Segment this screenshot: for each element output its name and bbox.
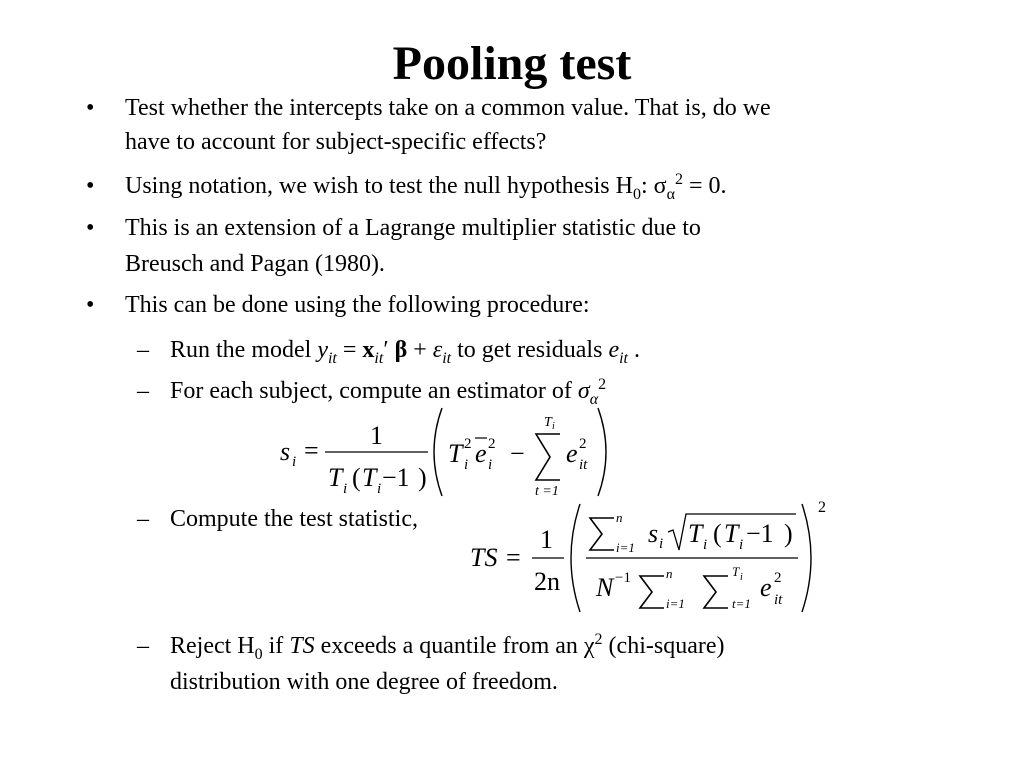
dash-marker: – — [137, 633, 149, 659]
sum-lower: i=1 — [666, 596, 685, 611]
equals: = — [304, 436, 319, 465]
equals: = — [506, 543, 521, 572]
ts-symbol: TS — [289, 633, 315, 659]
sum-symbol — [640, 576, 664, 608]
sum-upper-T-sub: i — [740, 572, 743, 583]
T: T — [688, 519, 703, 548]
e-bar-sup: 2 — [488, 436, 496, 452]
slide-title: Pooling test — [392, 37, 632, 90]
e-it: e — [566, 439, 578, 468]
s-i-lhs: s — [280, 437, 291, 466]
den-lparen: ( — [352, 463, 361, 492]
equals: = — [336, 337, 363, 363]
N: N — [596, 573, 614, 602]
bullet-marker: • — [86, 95, 95, 121]
minus: − — [510, 439, 525, 468]
bullet-3-line-2: Breusch and Pagan (1980). — [125, 251, 385, 277]
numerator: 1 — [370, 421, 383, 450]
subbullet-4-text: Reject H — [170, 633, 255, 659]
sum-upper: T — [544, 415, 552, 430]
den-rparen: ) — [418, 463, 427, 492]
sum-upper-n: n — [616, 510, 623, 525]
ts-numerator: 1 — [540, 525, 553, 554]
sum-lower: t =1 — [535, 484, 559, 499]
subbullet-3: Compute the test statistic, — [170, 506, 418, 532]
bullet-2-end: = 0. — [682, 173, 727, 199]
den-minus-one: −1 — [382, 463, 410, 492]
h-subscript: 0 — [632, 185, 641, 203]
it-subscript: it — [327, 349, 337, 367]
e-it-sub: it — [579, 457, 588, 473]
e-sub: it — [774, 592, 783, 608]
subbullet-1-text: Run the model — [170, 337, 318, 363]
big-left-paren — [571, 504, 580, 612]
T-i-sub: i — [464, 457, 469, 473]
formula-s-i — [270, 404, 620, 505]
e-bar-sub: i — [488, 457, 493, 473]
it-subscript: it — [374, 349, 384, 367]
sum-symbol — [536, 434, 560, 480]
sum-symbol — [590, 518, 614, 550]
dash-marker: – — [137, 378, 149, 404]
s-sub: i — [659, 536, 664, 552]
lparen: ( — [713, 519, 722, 548]
den-T: T — [328, 463, 343, 492]
subbullet-1-end: . — [627, 337, 640, 363]
e-sup: 2 — [774, 570, 782, 586]
big-left-paren — [434, 408, 442, 496]
square-superscript: 2 — [674, 171, 683, 188]
colon: : — [640, 173, 654, 199]
e-it-sup: 2 — [579, 436, 587, 452]
ts-lhs: TS — [470, 543, 498, 572]
formula-ts — [466, 496, 836, 623]
T2: T — [724, 519, 739, 548]
den-T-sub: i — [343, 481, 348, 497]
bullet-3-line-1: This is an extension of a Lagrange multiplier statistic due to — [125, 215, 701, 241]
bullet-2-text: Using notation, we wish to test the null hypothesis H — [125, 173, 633, 199]
sum-lower: t=1 — [732, 596, 751, 611]
epsilon-symbol: ε — [432, 337, 443, 363]
T-i: T — [448, 439, 463, 468]
subbullet-2 — [170, 374, 606, 408]
chi-symbol: χ — [583, 633, 595, 659]
s: s — [648, 519, 659, 548]
h-subscript: 0 — [254, 645, 263, 663]
formula-ts-svg — [466, 496, 836, 618]
chi-superscript: 2 — [594, 631, 603, 648]
bullet-marker: • — [86, 173, 95, 199]
subbullet-4-end: (chi-square) — [602, 633, 725, 659]
N-sup: −1 — [615, 570, 631, 586]
alpha-subscript: α — [589, 390, 599, 408]
prime: ′ — [383, 337, 395, 363]
dash-marker: – — [137, 337, 149, 363]
var-y: y — [317, 337, 328, 363]
subbullet-1-mid: to get residuals — [451, 337, 609, 363]
big-right-paren — [802, 504, 811, 612]
e: e — [760, 573, 772, 602]
if-word: if — [262, 633, 290, 659]
big-right-paren — [598, 408, 606, 496]
beta-symbol: β — [394, 337, 408, 363]
outer-square: 2 — [818, 499, 826, 516]
var-x: x — [362, 337, 375, 363]
ts-denominator: 2n — [534, 567, 560, 596]
subbullet-4-line-2: distribution with one degree of freedom. — [170, 669, 558, 695]
it-subscript: it — [619, 349, 628, 367]
plus: + — [407, 337, 433, 363]
rparen: ) — [784, 519, 793, 548]
e-bar-i: e — [475, 439, 487, 468]
s-i-lhs-sub: i — [292, 454, 297, 470]
subbullet-2-text: For each subject, compute an estimator of — [170, 378, 578, 404]
bullet-marker: • — [86, 292, 95, 318]
subbullet-4-line-1 — [170, 629, 724, 663]
subbullet-1 — [170, 333, 640, 367]
subbullet-4-mid: exceeds a quantile from an — [314, 633, 584, 659]
den-T2: T — [362, 463, 377, 492]
T-sub: i — [703, 537, 708, 553]
bullet-2 — [125, 169, 727, 203]
bullet-1-line-1: Test whether the intercepts take on a common value. That is, do we — [125, 95, 771, 121]
sum-upper-T: T — [732, 564, 740, 579]
sigma-symbol: σ — [653, 173, 667, 199]
minus-one: −1 — [746, 519, 774, 548]
alpha-subscript: α — [666, 185, 675, 203]
bullet-1-line-2: have to account for subject-specific effects? — [125, 129, 547, 155]
T2-sub: i — [739, 537, 744, 553]
dash-marker: – — [137, 506, 149, 532]
den-T2-sub: i — [377, 481, 382, 497]
bullet-marker: • — [86, 215, 95, 241]
T-i-sup: 2 — [464, 436, 472, 452]
formula-s-i-svg — [270, 404, 620, 500]
sum-lower: i=1 — [616, 540, 635, 555]
it-subscript: it — [442, 349, 452, 367]
sigma-symbol: σ — [577, 378, 590, 404]
var-e: e — [608, 337, 620, 363]
sum-upper-sub: i — [552, 421, 555, 432]
square-superscript: 2 — [598, 376, 607, 393]
sum-upper-n: n — [666, 566, 673, 581]
bullet-4: This can be done using the following procedure: — [125, 292, 590, 318]
sum-symbol — [704, 576, 728, 608]
